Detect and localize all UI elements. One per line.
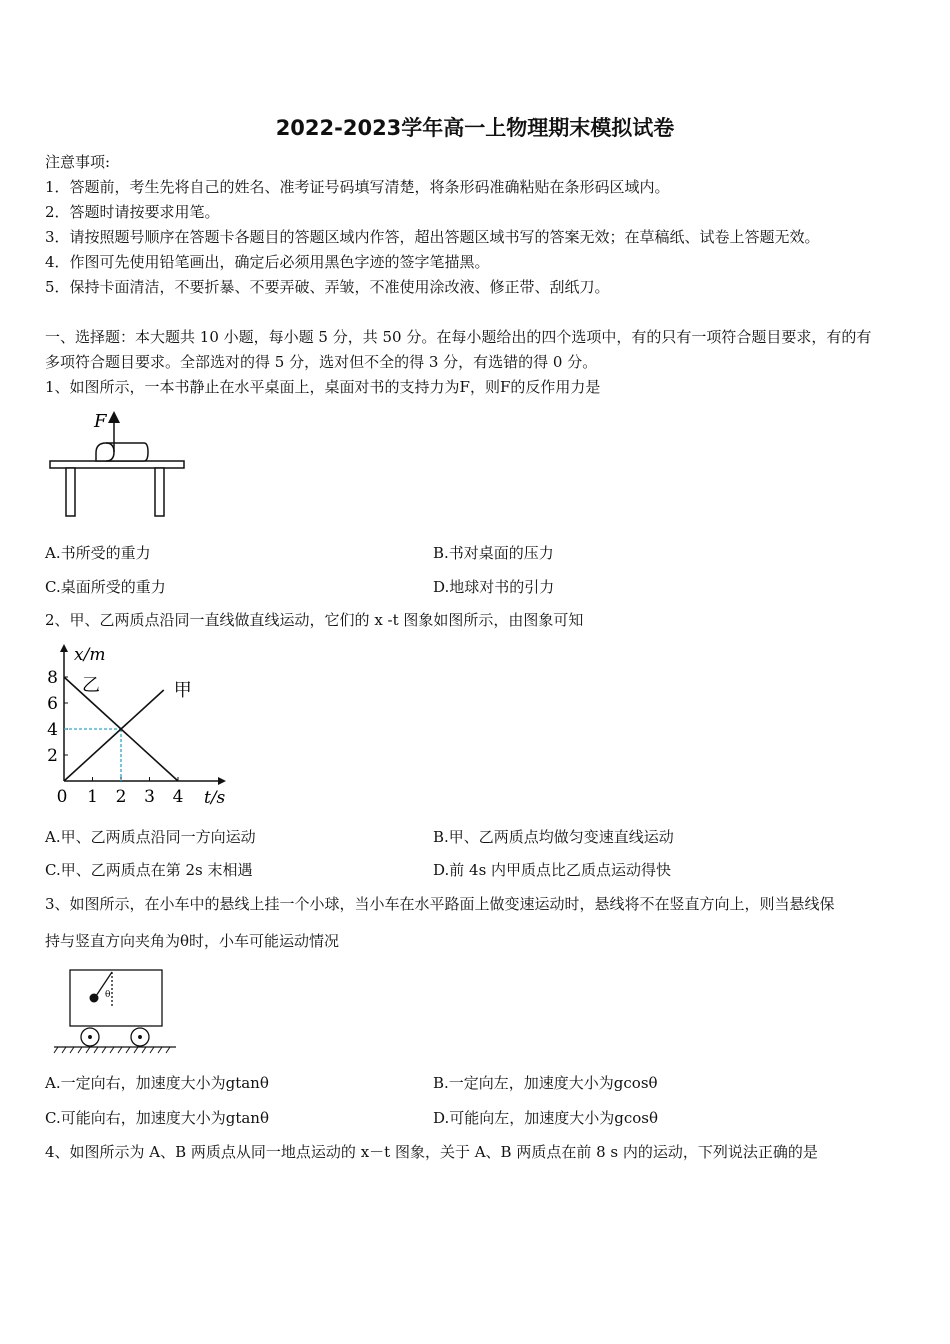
q3-option-a: A.一定向右，加速度大小为gtanθ bbox=[45, 1074, 269, 1092]
q1-stem: 1、如图所示，一本书静止在水平桌面上，桌面对书的支持力为F，则F的反作用力是 bbox=[45, 378, 601, 396]
notice-item-2: 2．答题时请按要求用笔。 bbox=[45, 203, 220, 221]
x-axis-label: t/s bbox=[204, 788, 226, 808]
x-axis-arrow bbox=[218, 777, 226, 785]
q3-option-b: B.一定向左，加速度大小为gcosθ bbox=[433, 1074, 658, 1092]
x-tick-label: 1 bbox=[87, 787, 98, 807]
notice-item-4: 4．作图可先使用铅笔画出，确定后必须用黑色字迹的签字笔描黑。 bbox=[45, 253, 490, 271]
x-tick-label: 4 bbox=[172, 787, 184, 807]
notice-heading: 注意事项: bbox=[45, 153, 111, 171]
q2-stem: 2、甲、乙两质点沿同一直线做直线运动，它们的 x -t 图象如图所示，由图象可知 bbox=[45, 611, 584, 629]
x-tick-label: 2 bbox=[115, 787, 127, 807]
q3-stem-line-1: 3、如图所示，在小车中的悬线上挂一个小球，当小车在水平路面上做变速运动时，悬线将不在竖直方向上，则当悬线保 bbox=[45, 895, 835, 913]
notice-item-1: 1．答题前，考生先将自己的姓名、准考证号码填写清楚，将条形码准确粘贴在条形码区域内。 bbox=[45, 178, 670, 196]
q2-option-d: D.前 4s 内甲质点比乙质点运动得快 bbox=[433, 861, 672, 879]
y-axis-arrow bbox=[60, 644, 68, 652]
book-on-table-figure bbox=[48, 405, 188, 520]
x-t-graph bbox=[40, 638, 240, 810]
y-tick-label: 2 bbox=[47, 746, 58, 766]
notice-item-3: 3．请按照题号顺序在答题卡各题目的答题区域内作答，超出答题区域书写的答案无效；在草稿纸、试卷上答题无效。 bbox=[45, 228, 820, 246]
q4-stem: 4、如图所示为 A、B 两质点从同一地点运动的 x－t 图象，关于 A、B 两质点在前 8 s 内的运动，下列说法正确的是 bbox=[45, 1143, 818, 1161]
q2-option-a: A.甲、乙两质点沿同一方向运动 bbox=[45, 828, 256, 846]
q3-option-c: C.可能向右，加速度大小为gtanθ bbox=[45, 1109, 269, 1127]
section-instructions-line-2: 多项符合题目要求。全部选对的得 5 分，选对但不全的得 3 分，有选错的得 0 分。 bbox=[45, 353, 598, 371]
notice-item-5: 5．保持卡面清洁，不要折暴、不要弄破、弄皱，不准使用涂改液、修正带、刮纸刀。 bbox=[45, 278, 610, 296]
force-label: F bbox=[94, 411, 107, 432]
q2-option-c: C.甲、乙两质点在第 2s 末相遇 bbox=[45, 861, 253, 879]
series-line-jia bbox=[64, 690, 164, 781]
y-tick-label: 6 bbox=[47, 694, 58, 714]
series-label-jia: 甲 bbox=[173, 680, 192, 701]
q3-option-d: D.可能向左，加速度大小为gcosθ bbox=[433, 1109, 659, 1127]
y-tick-label: 8 bbox=[47, 668, 58, 688]
page-title: 2022-2023学年高一上物理期末模拟试卷 bbox=[275, 116, 675, 140]
angle-label: θ bbox=[105, 990, 111, 1000]
y-tick-label: 4 bbox=[47, 720, 58, 740]
x-tick-label: 3 bbox=[144, 787, 155, 807]
q1-option-d: D.地球对书的引力 bbox=[433, 578, 555, 596]
q1-option-b: B.书对桌面的压力 bbox=[433, 544, 554, 562]
y-axis-label: x/m bbox=[74, 645, 106, 665]
q2-option-b: B.甲、乙两质点均做匀变速直线运动 bbox=[433, 828, 674, 846]
cart-pendulum-figure bbox=[50, 964, 180, 1056]
q1-option-a: A.书所受的重力 bbox=[45, 544, 151, 562]
q3-stem-line-2: 持与竖直方向夹角为θ时，小车可能运动情况 bbox=[45, 932, 340, 950]
q1-option-c: C.桌面所受的重力 bbox=[45, 578, 166, 596]
section-instructions-line-1: 一、选择题：本大题共 10 小题，每小题 5 分，共 50 分。在每小题给出的四个选项中，有的只有一项符合题目要求，有的有 bbox=[45, 328, 872, 346]
series-label-yi: 乙 bbox=[82, 675, 100, 696]
x-tick-label: 0 bbox=[56, 787, 68, 807]
